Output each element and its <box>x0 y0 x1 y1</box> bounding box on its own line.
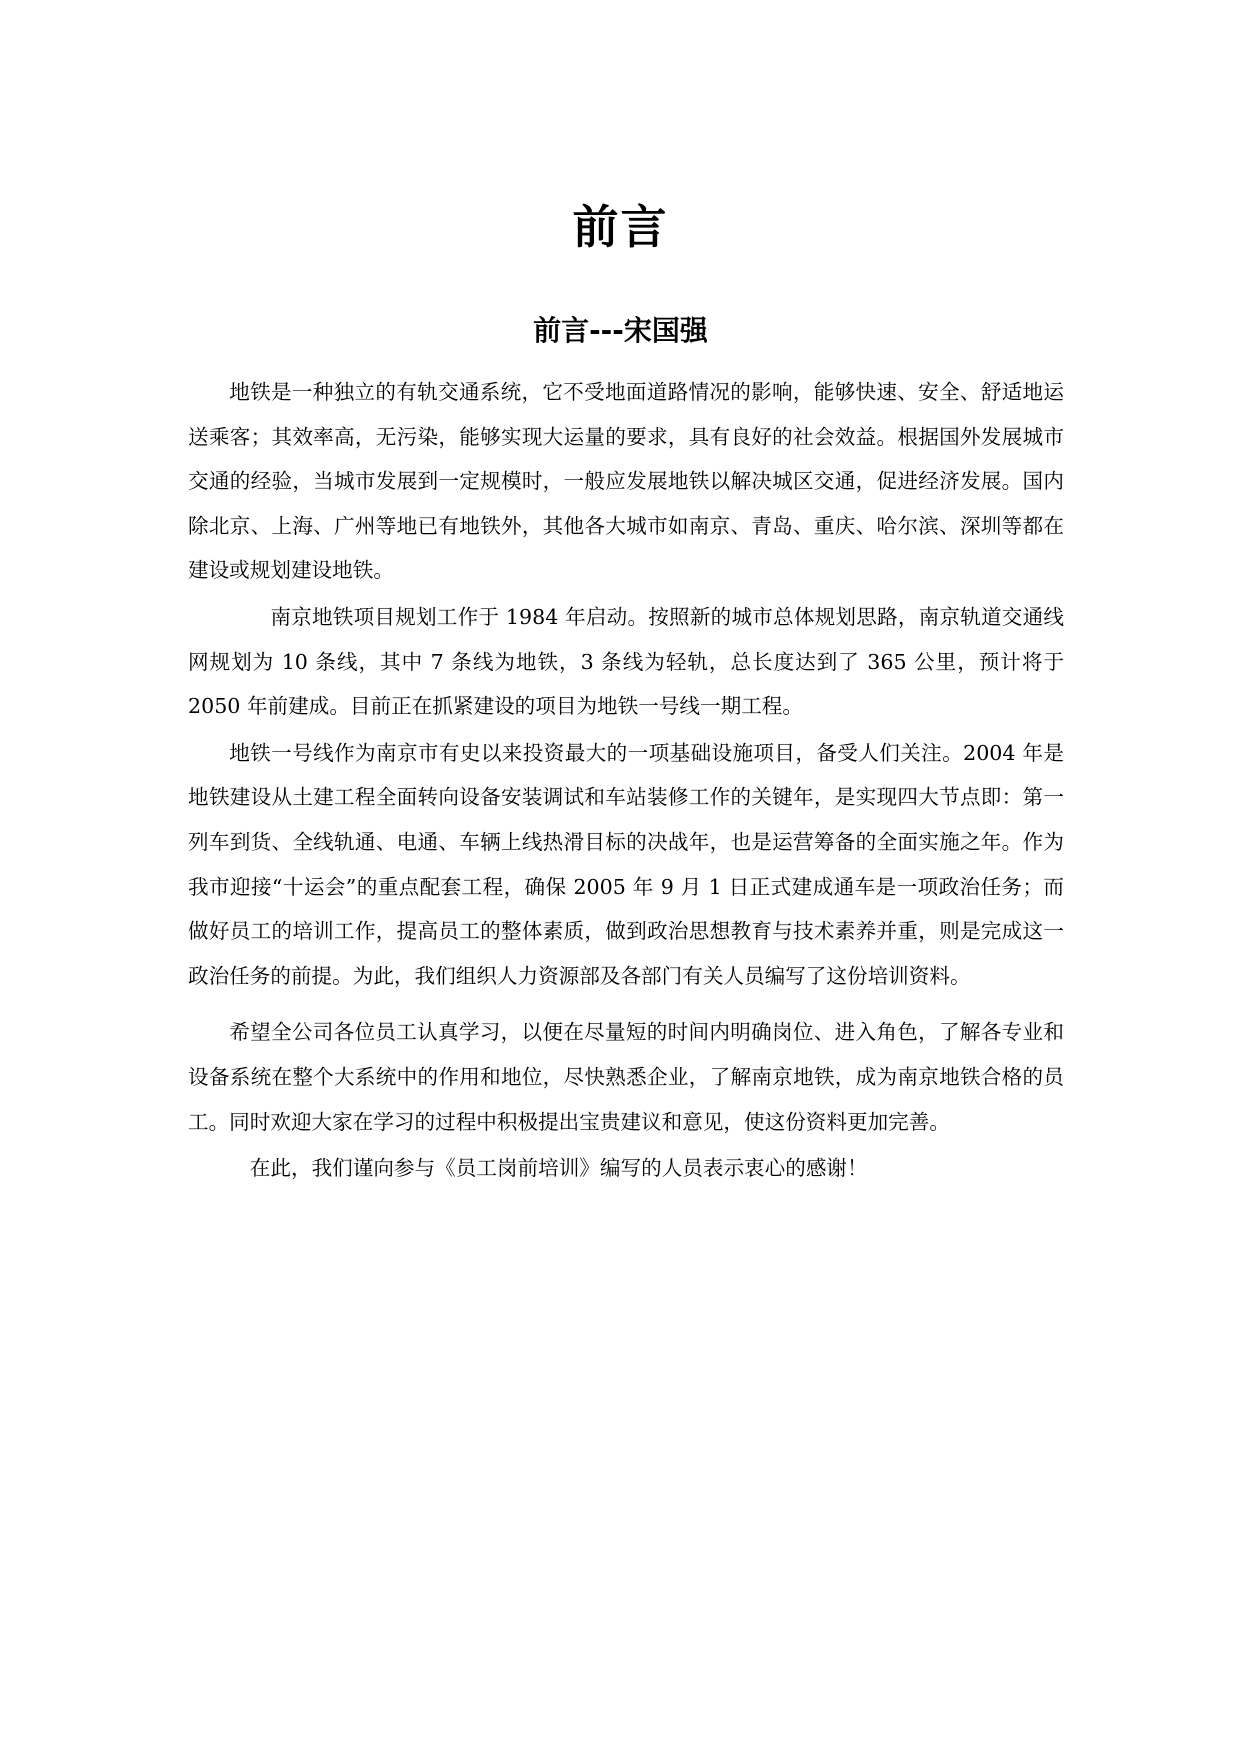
paragraph-5: 在此，我们谨向参与《员工岗前培训》编写的人员表示衷心的感谢！ <box>249 1156 868 1181</box>
body-text <box>188 370 1064 1191</box>
paragraph-2: 南京地铁项目规划工作于 1984 年启动。按照新的城市总体规划思路，南京轨道交通线网规划为 10 条线，其中 7 条线为地铁，3 条线为轻轨，总长度达到了 365 公里，预计将于 2050 年前建成。目前正在抓紧建设的项目为地铁一号线一期工程。 <box>188 604 1064 719</box>
page-subtitle: 前言---宋国强 <box>533 314 708 347</box>
paragraph-3: 地铁一号线作为南京市有史以来投资最大的一项基础设施项目，备受人们关注。2004 年是地铁建设从土建工程全面转向设备安装调试和车站装修工作的关键年，是实现四大节点即：第一列车到货、全线轨通、电通、车辆上线热滑目标的决战年，也是运营筹备的全面实施之年。作为我市迎接“十运会”的重点配套工程，确保 2005 年 9 月 1 日正式建成通车是一项政治任务；而做好员工的培训工作，提高员工的整体素质，做到政治思想教育与技术素养并重，则是完成这一政治任务的前提。为此，我们组织人力资源部及各部门有关人员编写了这份培训资料。 <box>188 740 1064 988</box>
page-title: 前言 <box>572 200 669 254</box>
paragraph-4: 希望全公司各位员工认真学习，以便在尽量短的时间内明确岗位、进入角色，了解各专业和设备系统在整个大系统中的作用和地位，尽快熟悉企业，了解南京地铁，成为南京地铁合格的员工。同时欢迎大家在学习的过程中积极提出宝贵建议和意见，使这份资料更加完善。 <box>188 1020 1064 1134</box>
paragraph-1: 地铁是一种独立的有轨交通系统，它不受地面道路情况的影响，能够快速、安全、舒适地运送乘客；其效率高，无污染，能够实现大运量的要求，具有良好的社会效益。根据国外发展城市交通的经验，当城市发展到一定规模时，一般应发展地铁以解决城区交通，促进经济发展。国内除北京、上海、广州等地已有地铁外，其他各大城市如南京、青岛、重庆、哈尔滨、深圳等都在建设或规划建设地铁。 <box>188 380 1064 583</box>
